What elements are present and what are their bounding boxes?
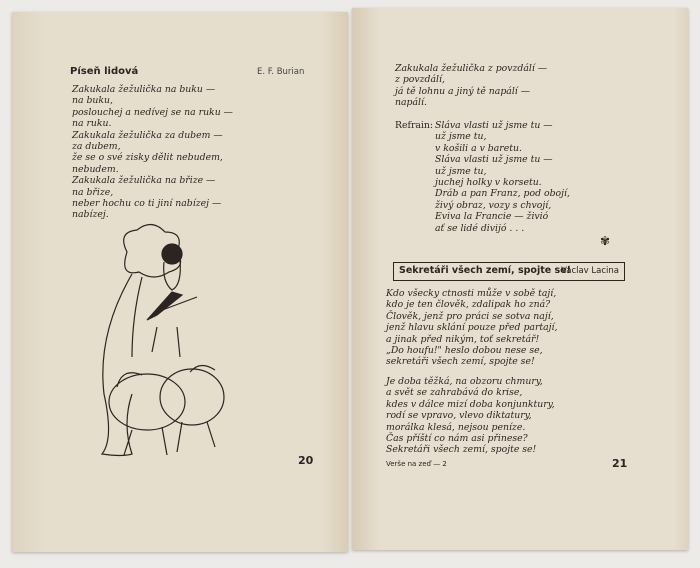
poem-line: Sekretáři všech zemí, spojte se! (386, 444, 537, 456)
poem2-heading-box (393, 262, 625, 281)
poem-line: Zakukala žežulička na břize — (72, 175, 216, 187)
poem-line: už jsme tu, (435, 131, 487, 143)
poem-line: ať se lidé divijó . . . (435, 222, 525, 234)
poem2-stanza-1 (386, 288, 557, 368)
poem2-stanza-2 (386, 376, 555, 456)
poem-line: Kdo všecky ctnosti může v sobě tají, (386, 288, 557, 299)
page-number: 20 (298, 454, 314, 467)
refrain (435, 120, 570, 234)
poem-line: z povzdálí, (395, 74, 445, 86)
poem-line: už jsme tu, (435, 165, 487, 177)
right-page (352, 8, 688, 550)
poem-line: morálka klesá, nejsou peníze. (386, 421, 526, 433)
poem-line: na buku, (72, 95, 114, 107)
poem2-author: Václav Lacina (561, 266, 619, 276)
poem-line: juchej holky v korsetu. (435, 177, 542, 189)
poem-line: neber hochu co ti jiní nabízej — (72, 198, 222, 210)
poem-text (72, 84, 233, 221)
poem-author: E. F. Burian (257, 67, 305, 77)
poem-line: kdo je ten člověk, zdalipak ho zná? (386, 299, 551, 311)
poem-line: na břize, (72, 186, 114, 198)
poem-title: Píseň lidová (70, 66, 139, 77)
poem-line: napálí. (395, 97, 427, 109)
stanza (395, 63, 547, 109)
poem-line: Člověk, jenž pro práci se sotva nají, (386, 310, 554, 322)
poem-line: nabízej. (72, 209, 109, 221)
poem-line: Dráb a pan Franz, pod obojí, (435, 188, 570, 200)
poem-line: Zakukala žežulička za dubem — (72, 129, 223, 141)
poem-line: Zakukala žežulička na buku — (72, 84, 216, 95)
poem-line: za dubem, (72, 141, 121, 153)
caricature-illustration (72, 222, 242, 472)
ornament-icon: ✾ (600, 234, 611, 248)
poem-line: Sláva vlasti už jsme tu — (435, 154, 553, 166)
poem-line: Sláva vlasti už jsme tu — (435, 120, 553, 131)
poem-line: sekretáři všech zemí, spojte se! (386, 356, 535, 368)
poem-line: „Do houfu!" heslo dobou nese se, (386, 345, 543, 357)
poem-line: já tě lohnu a jiný tě napálí — (395, 85, 531, 97)
poem-line: poslouchej a nedívej se na ruku — (72, 106, 233, 118)
poem-line: a jinak před nikým, toť sekretář! (386, 333, 540, 345)
poem-line: Zakukala žežulička z povzdálí — (395, 63, 548, 74)
footer: Verše na zeď — 2 (386, 460, 447, 468)
poem-line: na ruku. (72, 118, 112, 130)
refrain-label: Refrain: (395, 120, 434, 131)
poem-line: živý obraz, vozy s chvojí, (435, 199, 552, 211)
poem-line: jenž hlavu sklání pouze před partají, (386, 322, 558, 334)
poem-line: kdes v dálce mizí doba konjunktury, (386, 398, 555, 410)
poem-line: v košili a v baretu. (435, 142, 522, 154)
poem-line: Je doba těžká, na obzoru chmury, (386, 376, 543, 387)
poem-line: nebudem. (72, 163, 119, 175)
poem-line: rodí se vpravo, vlevo diktatury, (386, 410, 532, 422)
poem2-title: Sekretáři všech zemí, spojte se! (399, 265, 571, 276)
poem-line: Eviva la Francie — živió (435, 211, 549, 223)
poem-line: a svět se zahrabává do krise, (386, 387, 523, 399)
page-number: 21 (612, 457, 628, 470)
left-page (12, 12, 348, 552)
poem-line: že se o své zisky dělit nebudem, (72, 152, 223, 164)
poem-line: Čas příští co nám asi přinese? (386, 433, 528, 445)
